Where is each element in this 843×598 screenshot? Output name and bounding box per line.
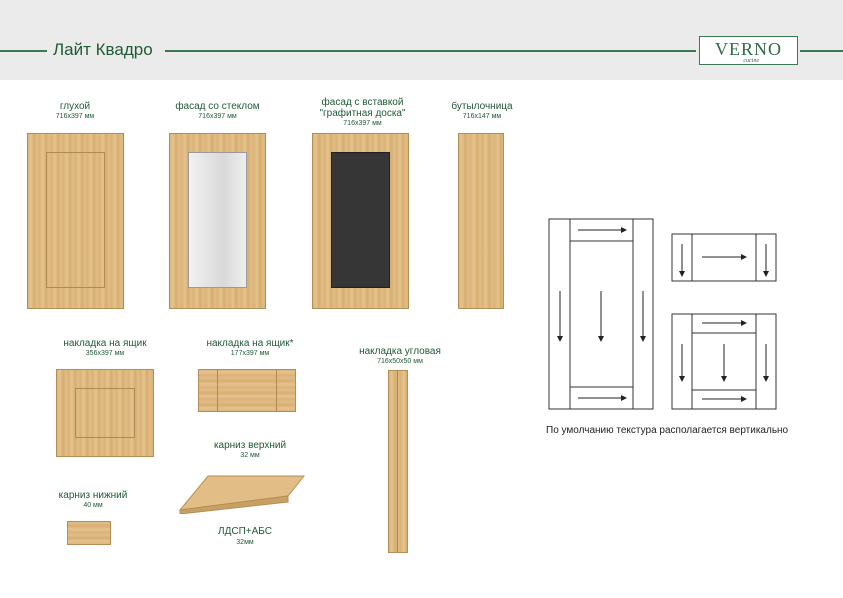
label-karniz-niz: карниз нижний xyxy=(58,490,128,501)
corner-overlay-edge xyxy=(397,371,398,552)
dim-ldsp: 32мм xyxy=(236,539,254,546)
dim-yashik1: 356x397 мм xyxy=(85,350,125,357)
door-steklo xyxy=(169,133,266,309)
dim-uglovaya: 716x50x50 мм xyxy=(377,358,423,365)
cornice-top-shape xyxy=(178,474,306,514)
label-steklo: фасад со стеклом xyxy=(175,101,260,112)
drawer-front-356-panel xyxy=(75,388,135,438)
texture-diagram xyxy=(546,216,786,412)
drawer-front-356 xyxy=(56,369,154,457)
label-butyl: бутылочница xyxy=(451,101,513,112)
dim-karniz-niz: 40 мм xyxy=(83,502,103,509)
logo-text: VERNO xyxy=(715,39,782,59)
label-yashik1: накладка на ящик xyxy=(63,338,147,349)
door-grafit xyxy=(312,133,409,309)
label-karniz-verh: карниз верхний xyxy=(213,440,287,451)
door-gluhoy-panel xyxy=(46,152,105,288)
corner-overlay xyxy=(388,370,408,553)
label-grafit: фасад с вставкой xyxy=(321,97,404,108)
label-uglovaya: накладка угловая xyxy=(359,346,441,357)
label-yashik2: накладка на ящик* xyxy=(206,338,294,349)
drawer-front-177 xyxy=(198,369,296,412)
dim-karniz-verh: 32 мм xyxy=(240,452,260,459)
label-gluhoy: глухой xyxy=(59,101,91,112)
dim-steklo: 716x397 мм xyxy=(198,113,237,120)
dim-yashik2: 177x397 мм xyxy=(230,350,270,357)
header-line-middle xyxy=(165,50,696,52)
page-title: Лайт Квадро xyxy=(53,40,153,59)
glass-insert xyxy=(188,152,247,288)
header-line-right xyxy=(800,50,843,52)
header-line-left xyxy=(0,50,47,52)
dim-grafit: 716x397 мм xyxy=(343,120,382,127)
dim-gluhoy: 716x397 мм xyxy=(55,113,95,120)
graphite-insert xyxy=(331,152,390,288)
dim-butyl: 716x147 мм xyxy=(462,113,502,120)
drawer-front-177-panel xyxy=(217,370,277,411)
door-gluhoy xyxy=(27,133,124,309)
brand-logo xyxy=(699,36,798,65)
texture-note: По умолчанию текстура располагается вертикально xyxy=(546,425,789,436)
panel-butyl xyxy=(458,133,504,309)
label-grafit-line2: "графитная доска" xyxy=(319,108,406,119)
label-ldsp: ЛДСП+АБС xyxy=(218,526,272,537)
logo-subtext: cucine xyxy=(743,58,759,64)
cornice-bottom xyxy=(67,521,111,545)
